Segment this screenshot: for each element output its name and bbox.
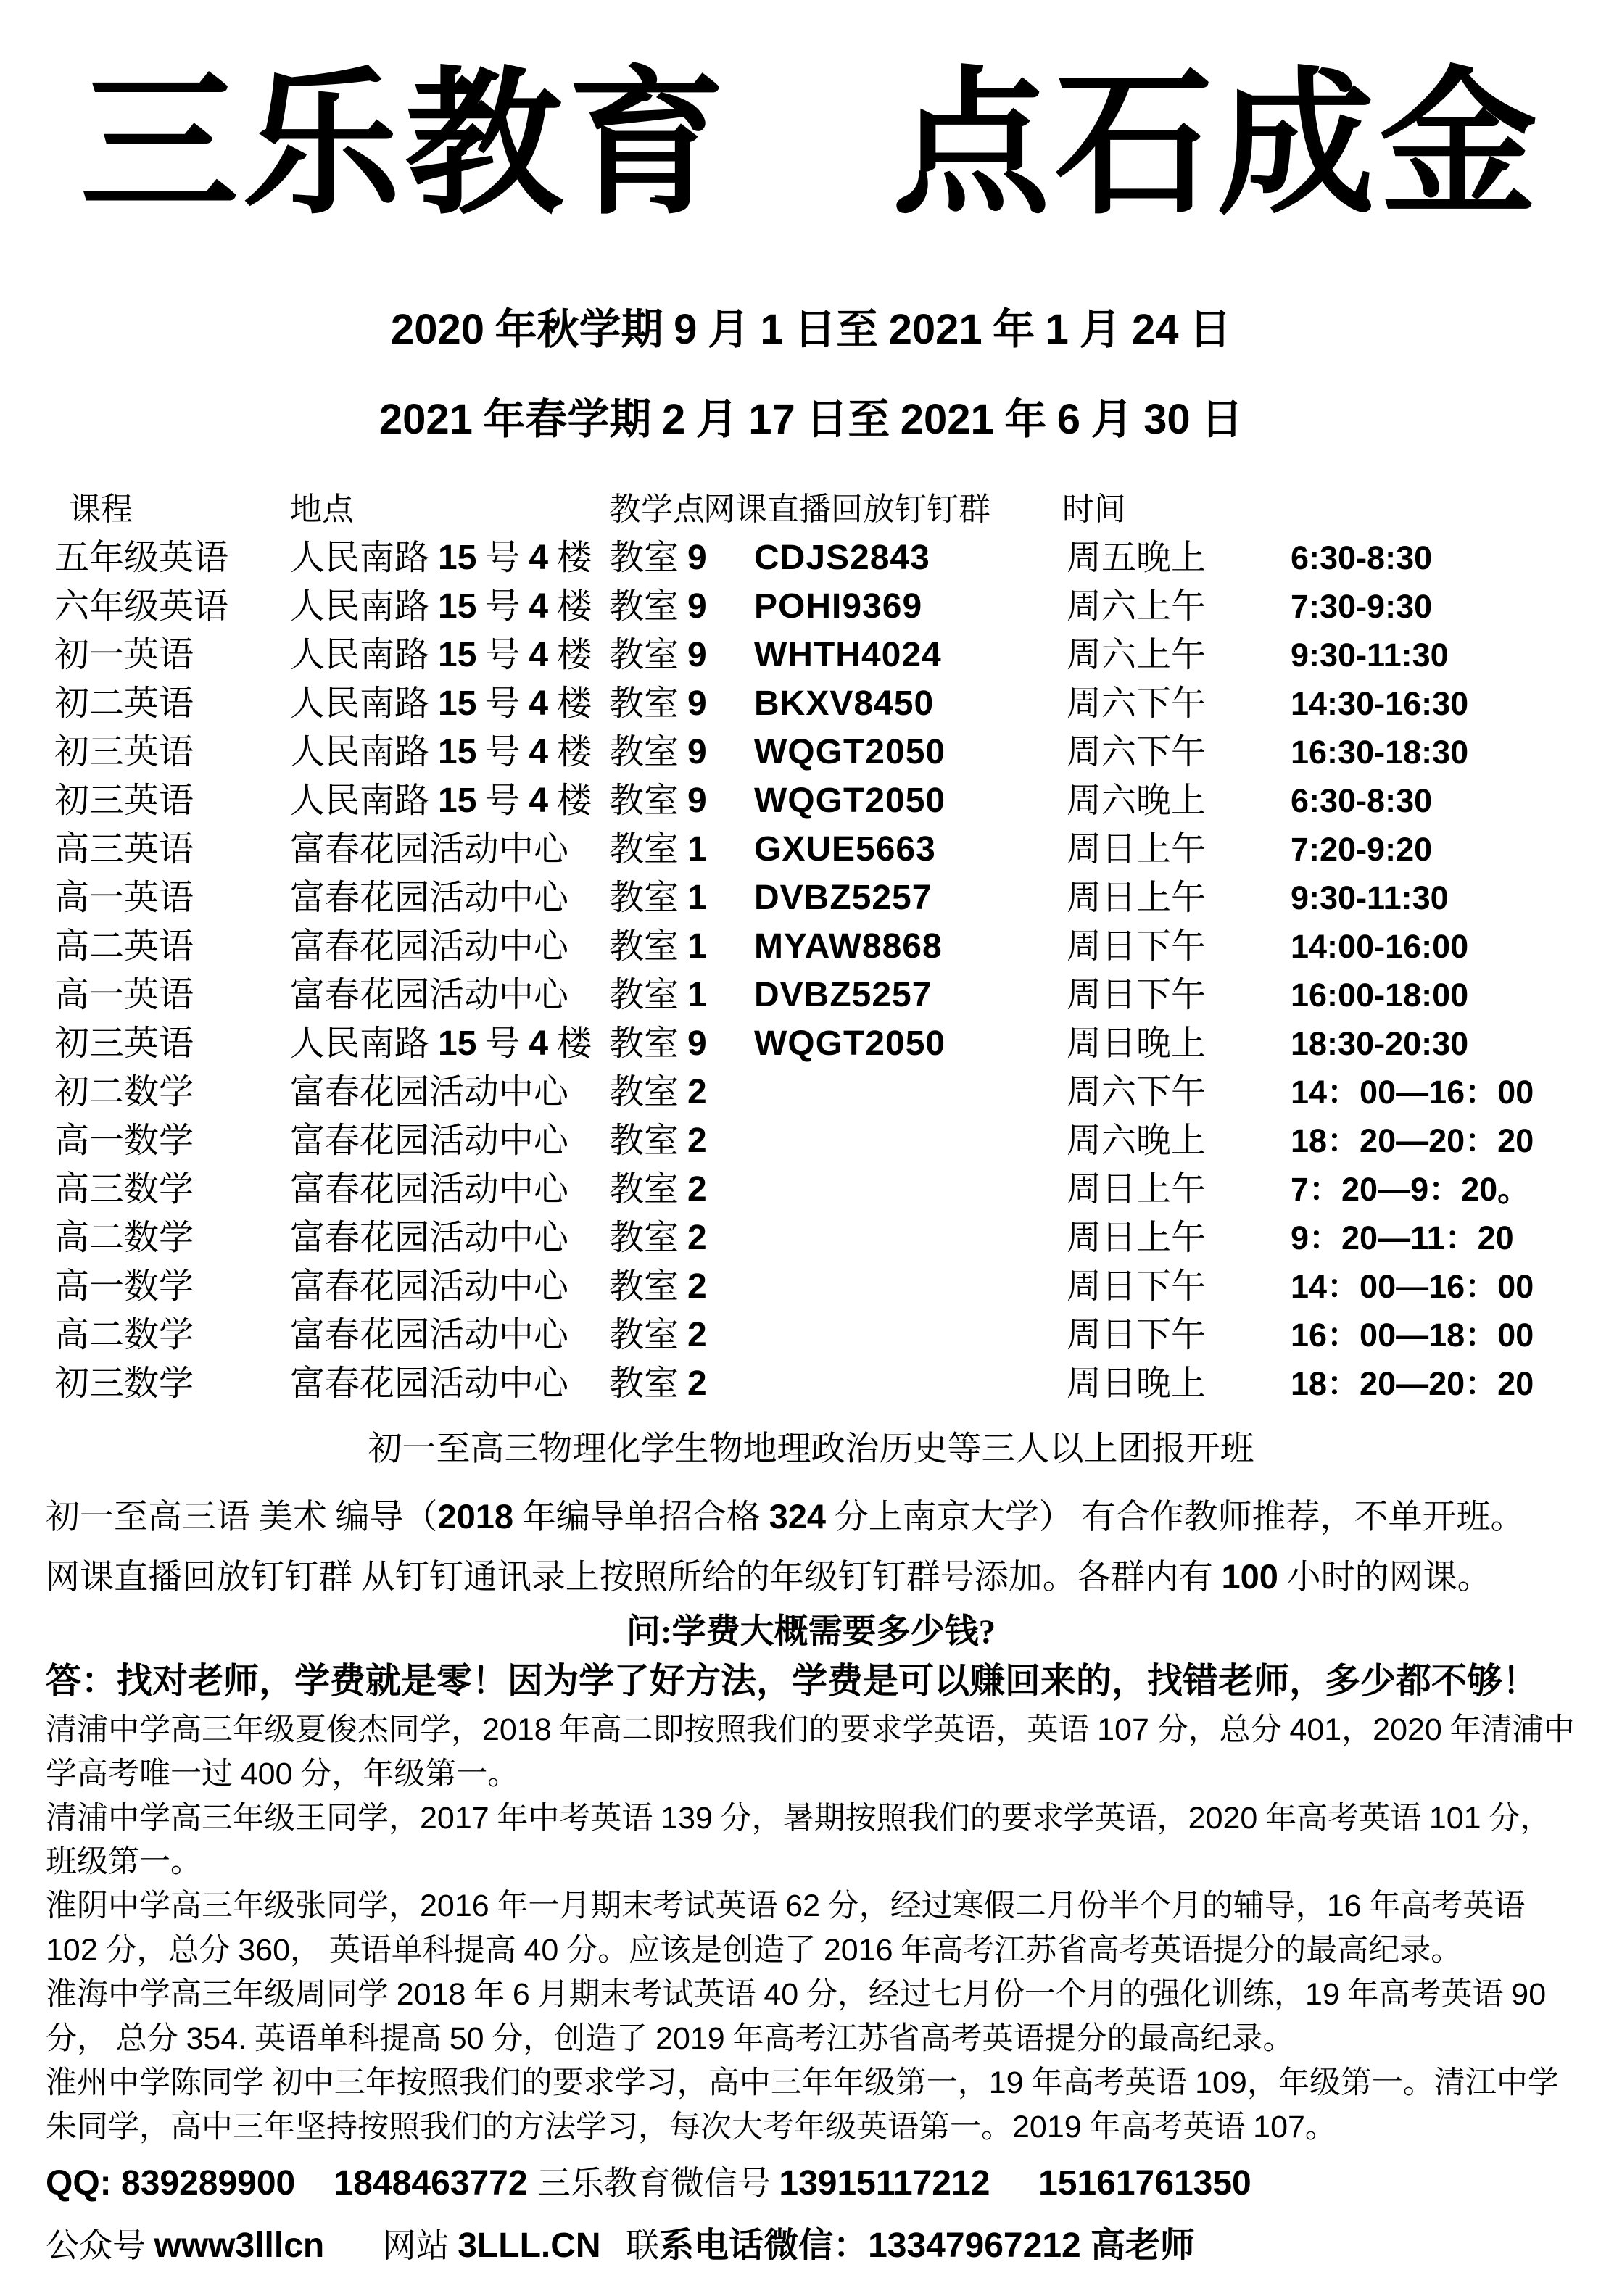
table-row [0, 825, 1622, 874]
cell-code: GXUE5663 [754, 829, 936, 869]
contact-value: 1848463772 [334, 2164, 537, 2202]
cell-time: 16:30-18:30 [1291, 733, 1469, 771]
cell-time: 6:30-8:30 [1291, 782, 1433, 819]
testimonial-paragraph: 淮州中学陈同学 初中三年按照我们的要求学习，高中三年年级第一，19 年高考英语 109，年级第一。清江中学朱同学，高中三年坚持按照我们的方法学习，每次大考年级英语第一。2019 年高考英语 107。 [46, 2065, 1559, 2144]
cell-day: 周六上午 [1067, 587, 1207, 626]
table-row [0, 1262, 1622, 1311]
table-row [0, 1311, 1622, 1359]
header-room: 教学点 [609, 492, 705, 527]
table-row [0, 679, 1622, 728]
cell-day: 周六下午 [1067, 684, 1207, 723]
cell-code: WQGT2050 [754, 732, 946, 771]
cell-location: 人民南路 15 号 4 楼 [290, 1024, 592, 1063]
fall-term-dates: 2020 年秋学期 9 月 1 日至 2021 年 1 月 24 日 [391, 306, 1231, 353]
cell-day: 周日下午 [1067, 975, 1207, 1014]
cell-time: 7:30-9:30 [1291, 587, 1433, 625]
cell-day: 周日上午 [1067, 878, 1207, 917]
cell-room: 教室 9 [609, 538, 707, 577]
schedule-rows [0, 534, 1622, 1408]
cell-course: 初二数学 [54, 1072, 194, 1111]
header-time: 时间 [1062, 492, 1126, 527]
table-row [0, 1116, 1622, 1165]
cell-time: 14：00—16：00 [1291, 1267, 1534, 1305]
contact-value: 3LLL.CN [458, 2226, 601, 2265]
cell-course: 高二英语 [54, 927, 194, 966]
cell-location: 富春花园活动中心 [290, 1218, 569, 1257]
cell-day: 周日下午 [1067, 1267, 1207, 1306]
cell-room: 教室 9 [609, 587, 707, 626]
testimonial-paragraph: 淮阴中学高三年级张同学，2016 年一月期末考试英语 62 分，经过寒假二月份半个月的辅导，16 年高考英语 102 分，总分 360， 英语单科提高 40 分。应该是创造了 2016 年高考江苏省高考英语提分的最高纪录。 [46, 1889, 1526, 1968]
cell-room: 教室 1 [609, 927, 707, 966]
testimonial-paragraph: 清浦中学高三年级夏俊杰同学，2018 年高二即按照我们的要求学英语，英语 107 分，总分 401，2020 年清浦中学高考唯一过 400 分，年级第一。 [46, 1712, 1575, 1791]
cell-course: 五年级英语 [54, 538, 229, 577]
cell-day: 周日晚上 [1067, 1364, 1207, 1403]
cell-course: 六年级英语 [54, 587, 229, 626]
contact-value: 13915117212 [779, 2164, 1039, 2202]
cell-time: 16：00—18：00 [1291, 1316, 1534, 1354]
cell-time: 9:30-11:30 [1291, 636, 1449, 674]
group-class-note: 初一至高三物理化学生物地理政治历史等三人以上团报开班 [368, 1430, 1254, 1468]
schedule-table [0, 486, 1622, 1408]
spring-term-dates: 2021 年春学期 2 月 17 日至 2021 年 6 月 30 日 [378, 396, 1244, 443]
cell-room: 教室 9 [609, 1024, 707, 1063]
cell-time: 14:30-16:30 [1291, 684, 1469, 722]
cell-course: 初三英语 [54, 1024, 194, 1063]
cell-room: 教室 9 [609, 684, 707, 723]
contact-label: 网站 [324, 2227, 458, 2264]
cell-location: 富春花园活动中心 [290, 975, 569, 1014]
cell-room: 教室 9 [609, 781, 707, 820]
cell-room: 教室 2 [609, 1169, 707, 1209]
header-course: 课程 [69, 492, 133, 527]
table-row [0, 922, 1622, 971]
table-row [0, 631, 1622, 679]
cell-day: 周六上午 [1067, 635, 1207, 674]
table-row [0, 776, 1622, 825]
cell-time: 9:30-11:30 [1291, 879, 1449, 916]
table-header-row [0, 486, 1622, 534]
table-row [0, 1359, 1622, 1408]
cell-course: 初一英语 [54, 635, 194, 674]
cell-location: 富春花园活动中心 [290, 1072, 569, 1111]
cell-day: 周日上午 [1067, 829, 1207, 869]
cell-room: 教室 1 [609, 975, 707, 1014]
cell-room: 教室 2 [609, 1218, 707, 1257]
cell-location: 人民南路 15 号 4 楼 [290, 684, 592, 723]
cell-time: 9：20—11：20 [1291, 1219, 1514, 1256]
contact-value: www3lllcn [154, 2226, 325, 2265]
cell-location: 富春花园活动中心 [290, 927, 569, 966]
cell-code: BKXV8450 [754, 684, 935, 723]
cell-time: 14:00-16:00 [1291, 927, 1469, 965]
table-row [0, 1214, 1622, 1262]
tuition-question: 问:学费大概需要多少钱? [626, 1613, 996, 1651]
tuition-answer: 答：找对老师，学费就是零！因为学了好方法，学费是可以赚回来的，找错老师，多少都不够！ [46, 1661, 1539, 1701]
cell-time: 7:20-9:20 [1291, 830, 1433, 868]
contact-value: QQ: 839289900 [46, 2164, 334, 2202]
contact-label: 联 [600, 2227, 660, 2264]
cell-day: 周日上午 [1067, 1218, 1207, 1257]
cell-time: 16:00-18:00 [1291, 976, 1469, 1014]
cell-course: 高一数学 [54, 1121, 194, 1160]
cell-time: 6:30-8:30 [1291, 539, 1433, 576]
cell-day: 周六晚上 [1067, 1121, 1207, 1160]
cell-code: WQGT2050 [754, 781, 946, 820]
cell-day: 周日下午 [1067, 1315, 1207, 1354]
cell-room: 教室 2 [609, 1121, 707, 1160]
dingtalk-note: 网课直播回放钉钉群 从钉钉通讯录上按照所给的年级钉钉群号添加。各群内有 100 小时的网课。 [46, 1557, 1491, 1596]
cell-room: 教室 2 [609, 1364, 707, 1403]
art-course-note: 初一至高三语 美术 编导（2018 年编导单招合格 324 分上南京大学） 有合作教师推荐，不单开班。 [46, 1497, 1525, 1536]
cell-course: 初三英语 [54, 732, 194, 771]
cell-course: 初三数学 [54, 1364, 194, 1403]
cell-time: 18:30-20:30 [1291, 1024, 1469, 1062]
cell-location: 人民南路 15 号 4 楼 [290, 587, 592, 626]
cell-location: 富春花园活动中心 [290, 1121, 569, 1160]
page-title: 三乐教育 点石成金 [80, 59, 1542, 233]
cell-course: 高二数学 [54, 1315, 194, 1354]
cell-day: 周六晚上 [1067, 781, 1207, 820]
cell-day: 周五晚上 [1067, 538, 1207, 577]
cell-course: 高一数学 [54, 1267, 194, 1306]
testimonial-paragraph: 清浦中学高三年级王同学，2017 年中考英语 139 分，暑期按照我们的要求学英语，2020 年高考英语 101 分，班级第一。 [46, 1801, 1552, 1879]
cell-room: 教室 1 [609, 878, 707, 917]
cell-location: 富春花园活动中心 [290, 829, 569, 869]
cell-code: WQGT2050 [754, 1024, 946, 1063]
table-row [0, 534, 1622, 582]
table-row [0, 1165, 1622, 1214]
cell-location: 富春花园活动中心 [290, 1267, 569, 1306]
table-row [0, 874, 1622, 922]
cell-course: 高三数学 [54, 1169, 194, 1209]
cell-time: 14：00—16：00 [1291, 1073, 1534, 1111]
table-row [0, 1068, 1622, 1116]
cell-code: MYAW8868 [754, 927, 943, 966]
cell-code: DVBZ5257 [754, 975, 932, 1014]
cell-location: 人民南路 15 号 4 楼 [290, 538, 592, 577]
cell-day: 周六下午 [1067, 1072, 1207, 1111]
table-row [0, 728, 1622, 776]
cell-day: 周六下午 [1067, 732, 1207, 771]
qq-contact-line [46, 2163, 1576, 2205]
cell-room: 教室 2 [609, 1072, 707, 1111]
cell-day: 周日上午 [1067, 1169, 1207, 1209]
cell-room: 教室 1 [609, 829, 707, 869]
cell-location: 人民南路 15 号 4 楼 [290, 781, 592, 820]
contact-value: 系电话微信：13347967212 高老师 [659, 2226, 1196, 2265]
cell-code: WHTH4024 [754, 635, 942, 674]
cell-time: 7：20—9：20。 [1291, 1170, 1531, 1208]
cell-room: 教室 2 [609, 1315, 707, 1354]
cell-course: 高一英语 [54, 975, 194, 1014]
cell-course: 高三英语 [54, 829, 194, 869]
cell-location: 富春花园活动中心 [290, 1169, 569, 1209]
cell-code: POHI9369 [754, 587, 923, 626]
cell-course: 高二数学 [54, 1218, 194, 1257]
header-location: 地点 [290, 492, 354, 527]
contact-value: 15161761350 [1038, 2164, 1251, 2202]
footer-contact-line [46, 2225, 1576, 2267]
testimonial-paragraph: 淮海中学高三年级周同学 2018 年 6 月期末考试英语 40 分，经过七月份一个月的强化训练，19 年高考英语 90 分， 总分 354. 英语单科提高 50 分，创造了 2019 年高考江苏省高考英语提分的最高纪录。 [46, 1977, 1547, 2056]
cell-day: 周日晚上 [1067, 1024, 1207, 1063]
cell-time: 18：20—20：20 [1291, 1122, 1534, 1159]
header-dingtalk-group: 网课直播回放钉钉群 [703, 492, 990, 527]
cell-code: CDJS2843 [754, 538, 930, 577]
contact-label: 三乐教育微信号 [537, 2165, 779, 2202]
testimonials-section [46, 1708, 1576, 2150]
cell-room: 教室 9 [609, 635, 707, 674]
cell-course: 高一英语 [54, 878, 194, 917]
cell-code: DVBZ5257 [754, 878, 932, 917]
cell-room: 教室 9 [609, 732, 707, 771]
cell-room: 教室 2 [609, 1267, 707, 1306]
cell-course: 初二英语 [54, 684, 194, 723]
cell-course: 初三英语 [54, 781, 194, 820]
table-row [0, 1019, 1622, 1068]
table-row [0, 971, 1622, 1019]
cell-day: 周日下午 [1067, 927, 1207, 966]
cell-location: 人民南路 15 号 4 楼 [290, 732, 592, 771]
cell-location: 富春花园活动中心 [290, 1315, 569, 1354]
cell-time: 18：20—20：20 [1291, 1364, 1534, 1402]
term-dates [0, 306, 1622, 444]
cell-location: 人民南路 15 号 4 楼 [290, 635, 592, 674]
table-row [0, 582, 1622, 631]
contact-label: 公众号 [46, 2227, 154, 2264]
cell-location: 富春花园活动中心 [290, 878, 569, 917]
cell-location: 富春花园活动中心 [290, 1364, 569, 1403]
